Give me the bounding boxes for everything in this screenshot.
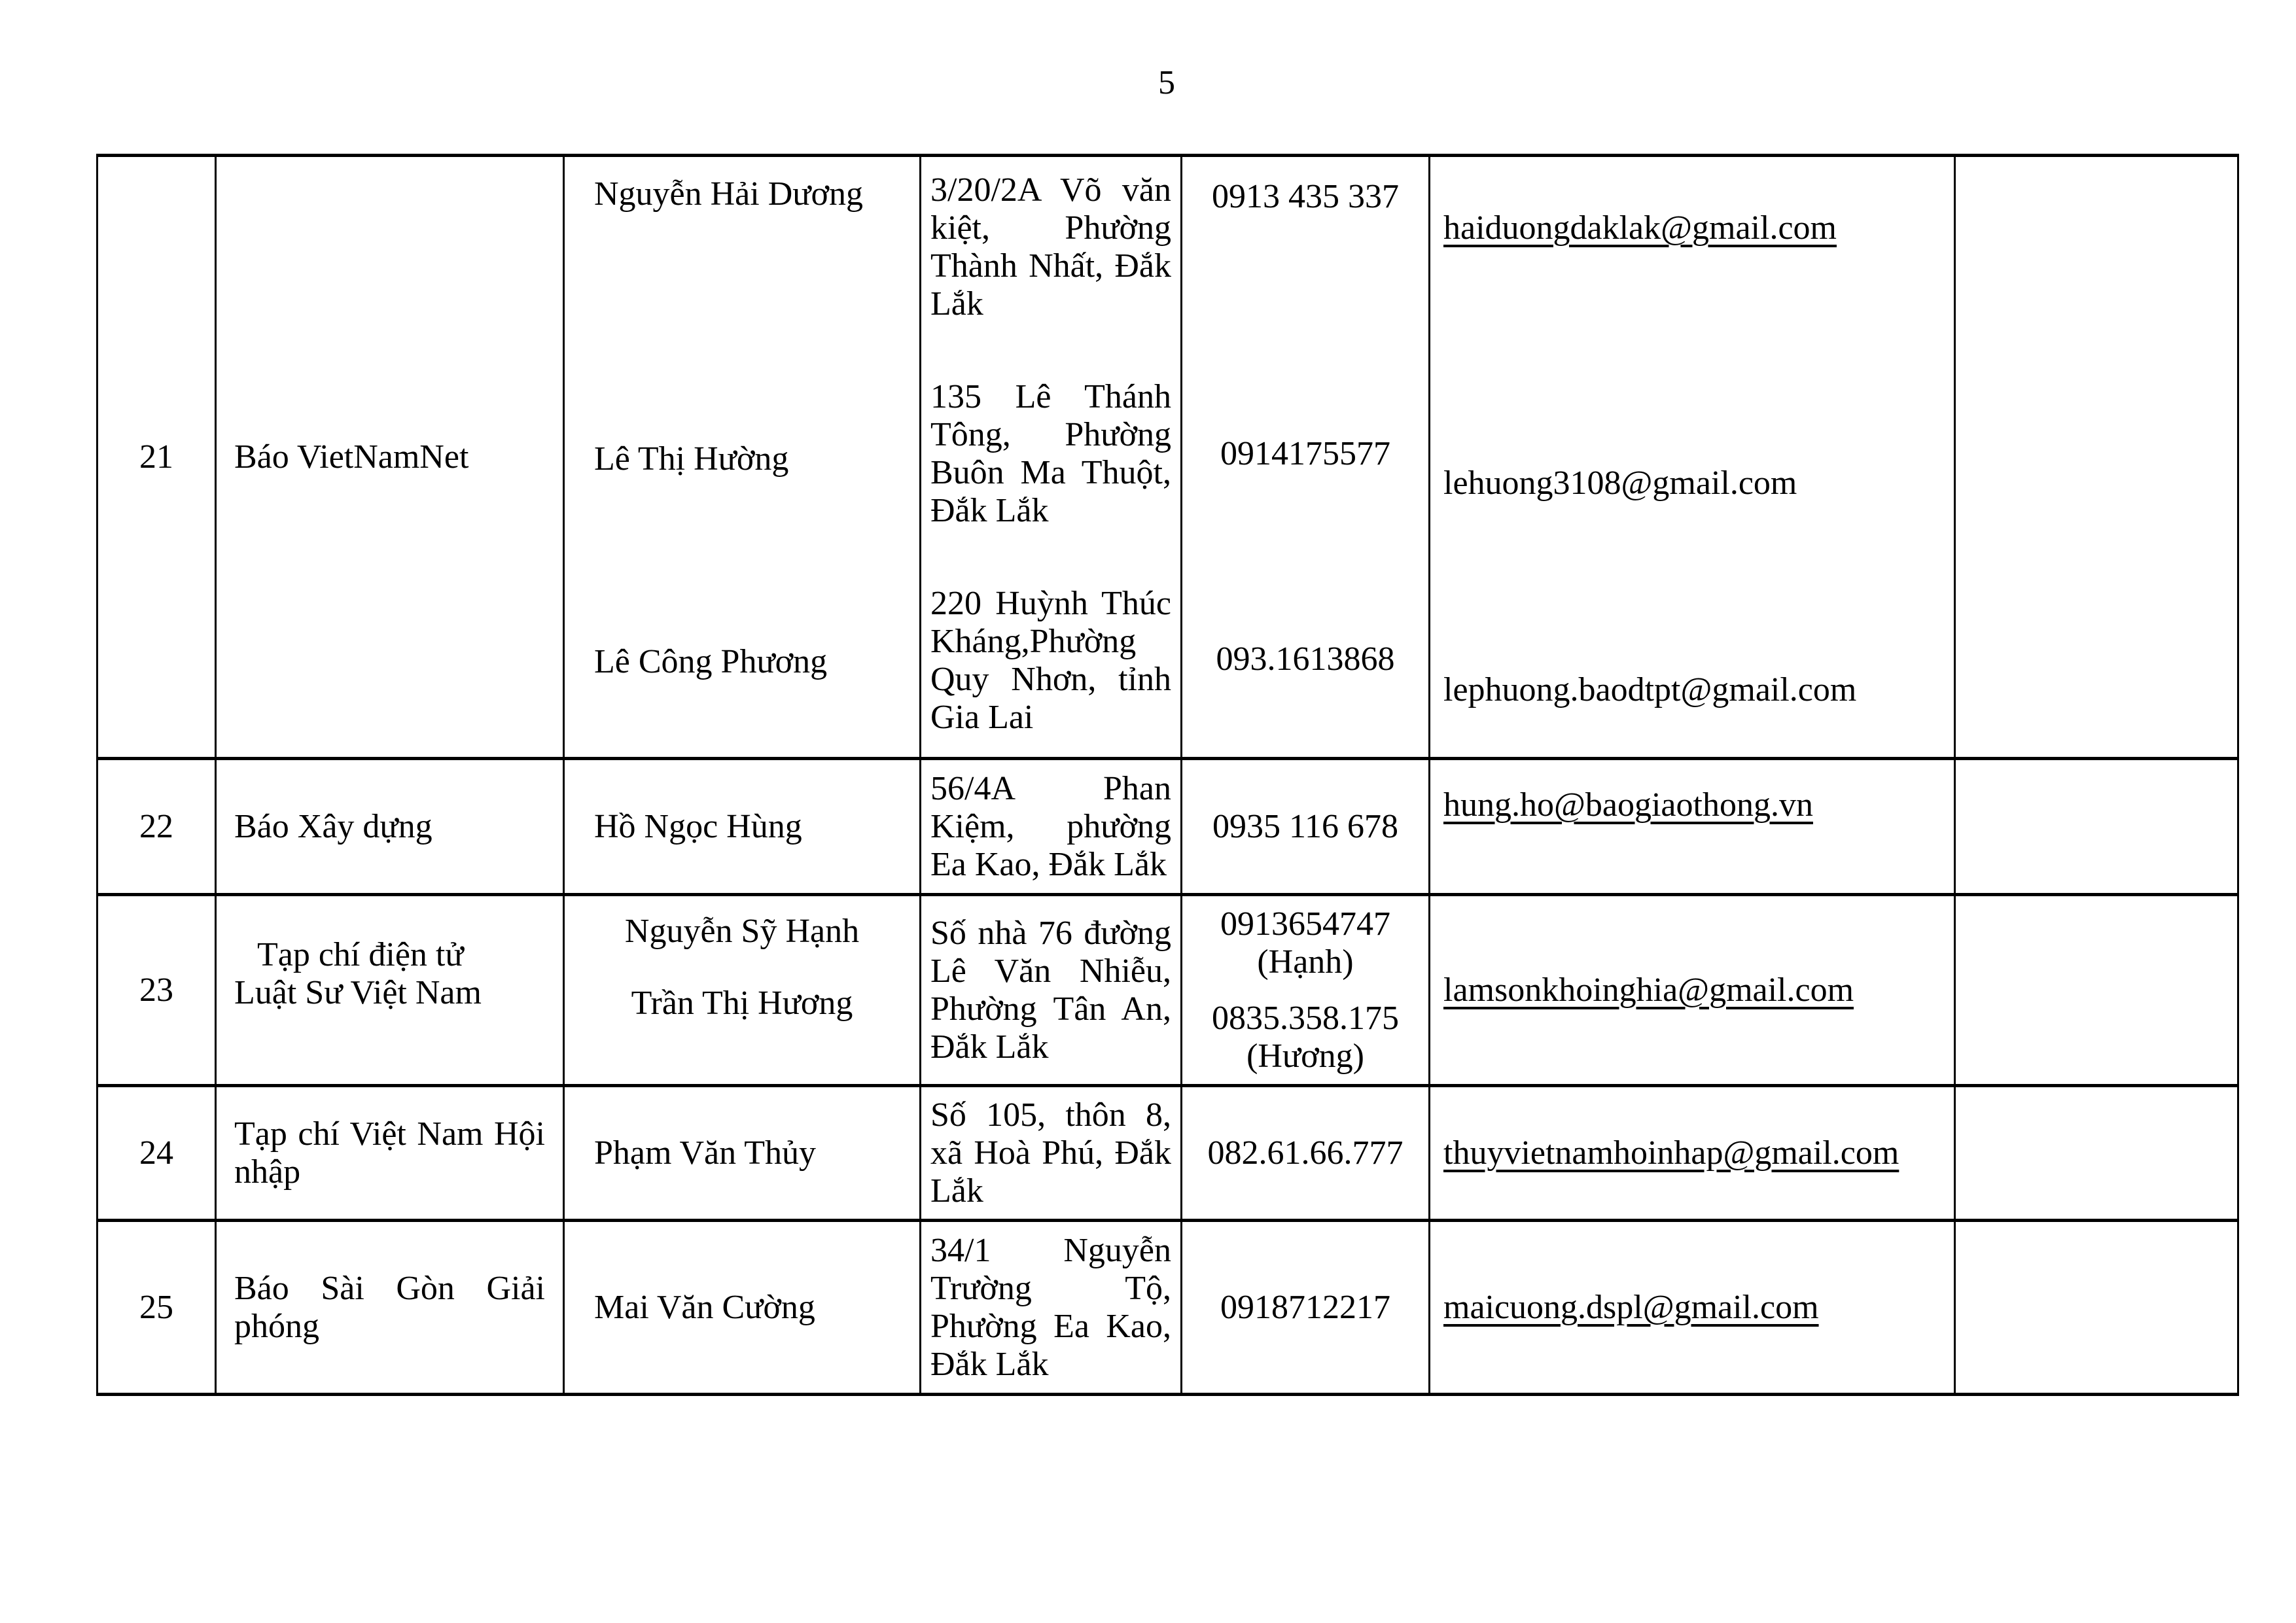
address: 34/1 Nguyễn Trường Tộ, Phường Ea Kao, Đắk Lắk <box>921 1221 1182 1395</box>
empty-cell <box>1955 1221 2238 1395</box>
org-name-line: Tạp chí điện tử <box>257 935 464 973</box>
empty-cell <box>1955 156 2238 759</box>
phone-number: 0913654747 <box>1220 905 1390 943</box>
email-cell <box>1430 895 1955 1086</box>
table-row <box>97 895 2238 1086</box>
email-cell <box>1430 759 1955 895</box>
address: 220 Huỳnh Thúc Kháng,Phường Quy Nhơn, tỉnh Gia Lai <box>930 585 1171 736</box>
table-row <box>97 759 2238 895</box>
email-address: lephuong.baodtpt@gmail.com <box>1443 671 1857 708</box>
email-address: lehuong3108@gmail.com <box>1443 464 1797 502</box>
org-name: Tạp chí Việt Nam Hội nhập <box>216 1086 564 1221</box>
person-name: Mai Văn Cường <box>564 1221 921 1395</box>
row-number: 25 <box>97 1221 216 1395</box>
address: Số nhà 76 đường Lê Văn Nhiễu, Phường Tân An, Đắk Lắk <box>921 895 1182 1086</box>
person-name: Nguyễn Hải Dương <box>594 175 863 213</box>
page-number: 5 <box>1158 64 1175 101</box>
address-cell <box>921 156 1182 759</box>
phone-cell <box>1182 895 1430 1086</box>
org-name <box>216 895 564 1086</box>
empty-cell <box>1955 759 2238 895</box>
phone-holder: (Hương) <box>1246 1037 1364 1075</box>
phone-number: 082.61.66.777 <box>1182 1086 1430 1221</box>
email-cell <box>1430 156 1955 759</box>
org-name: Báo VietNamNet <box>216 156 564 759</box>
org-name: Báo Xây dựng <box>216 759 564 895</box>
person-name: Lê Công Phương <box>594 643 828 680</box>
phone-entry <box>1182 1000 1428 1075</box>
person-name: Phạm Văn Thủy <box>564 1086 921 1221</box>
contacts-table <box>96 154 2239 1396</box>
address: Số 105, thôn 8, xã Hoà Phú, Đắk Lắk <box>921 1086 1182 1221</box>
row-number: 22 <box>97 759 216 895</box>
email-address: thuyvietnamhoinhap@gmail.com <box>1443 1134 1899 1172</box>
person-name: Lê Thị Hường <box>594 440 789 478</box>
row-number: 24 <box>97 1086 216 1221</box>
phone-entry <box>1182 905 1428 981</box>
email-address: hung.ho@baogiaothong.vn <box>1443 786 1813 824</box>
phone-number: 0835.358.175 <box>1212 999 1399 1037</box>
empty-cell <box>1955 1086 2238 1221</box>
person-name: Hồ Ngọc Hùng <box>564 759 921 895</box>
address: 56/4A Phan Kiệm, phường Ea Kao, Đắk Lắk <box>921 759 1182 895</box>
email-cell <box>1430 1221 1955 1395</box>
person-name-cell <box>564 156 921 759</box>
email-address: lamsonkhoinghia@gmail.com <box>1443 971 1854 1009</box>
phone-number: 0914175577 <box>1220 435 1390 472</box>
phone-cell <box>1182 156 1430 759</box>
table-row <box>97 1221 2238 1395</box>
email-address: maicuong.dspl@gmail.com <box>1443 1288 1819 1326</box>
table-row <box>97 156 2238 759</box>
person-name-cell <box>564 895 921 1086</box>
phone-number: 0935 116 678 <box>1182 759 1430 895</box>
email-cell <box>1430 1086 1955 1221</box>
address: 3/20/2A Võ văn kiệt, Phường Thành Nhất, Đắk Lắk <box>930 171 1171 323</box>
row-number: 21 <box>97 156 216 759</box>
address: 135 Lê Thánh Tông, Phường Buôn Ma Thuột, Đắk Lắk <box>930 378 1171 529</box>
person-name: Trần Thị Hương <box>631 984 853 1022</box>
phone-holder: (Hạnh) <box>1257 943 1354 981</box>
empty-cell <box>1955 895 2238 1086</box>
email-address: haiduongdaklak@gmail.com <box>1443 209 1837 247</box>
org-name: Báo Sài Gòn Giải phóng <box>216 1221 564 1395</box>
phone-number: 0913 435 337 <box>1212 178 1399 215</box>
phone-number: 093.1613868 <box>1216 640 1395 678</box>
table-row <box>97 1086 2238 1221</box>
org-name-line: Luật Sư Việt Nam <box>234 973 482 1011</box>
row-number: 23 <box>97 895 216 1086</box>
phone-number: 0918712217 <box>1182 1221 1430 1395</box>
person-name: Nguyễn Sỹ Hạnh <box>624 912 860 950</box>
